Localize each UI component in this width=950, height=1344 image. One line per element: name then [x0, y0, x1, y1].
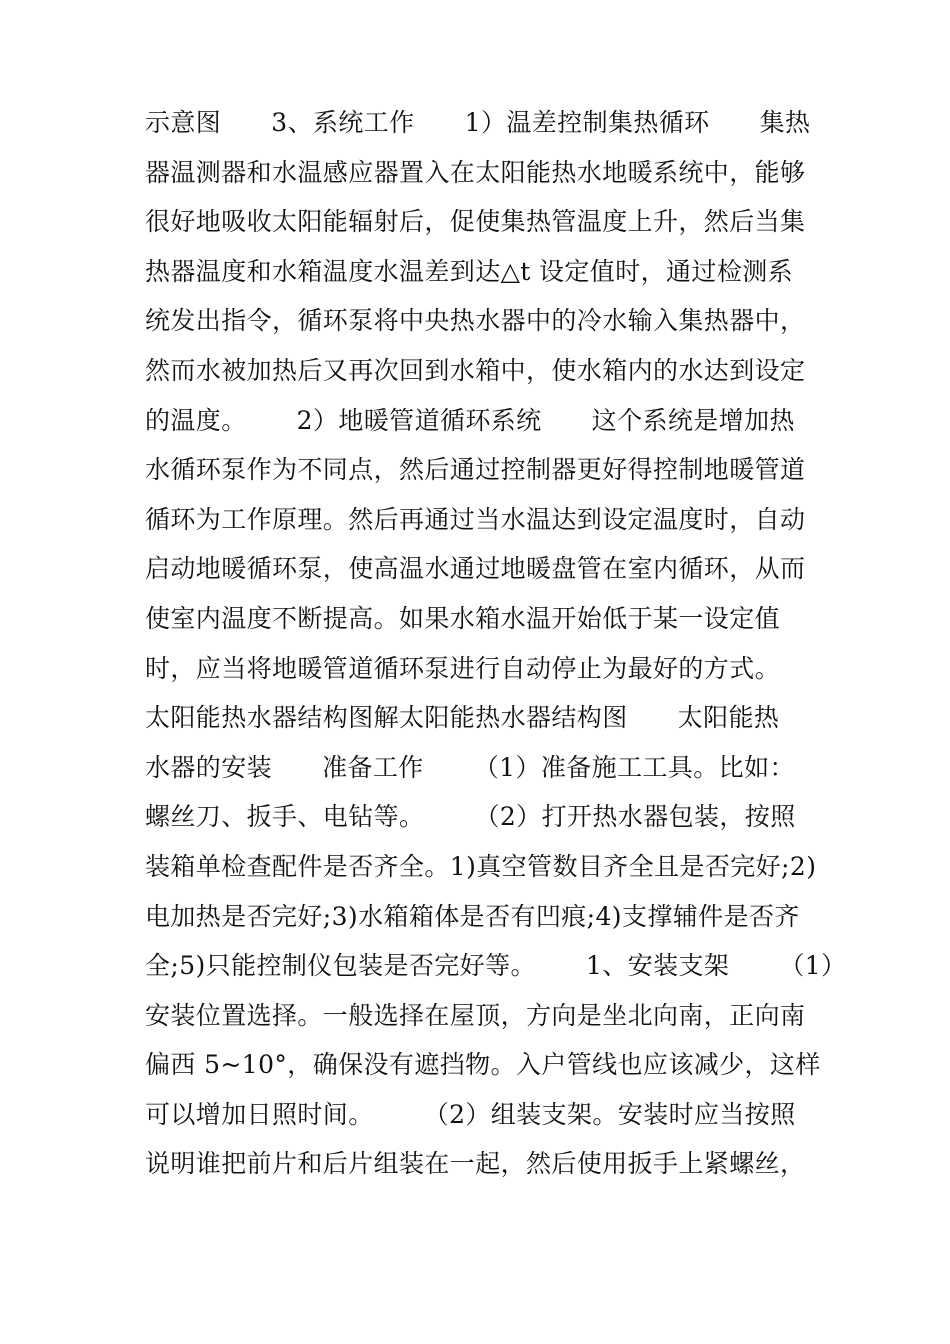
text-line: 统发出指令，循环泵将中央热水器中的冷水输入集热器中，	[145, 306, 806, 336]
text-line: 启动地暖循环泵，使高温水通过地暖盘管在室内循环，从而	[145, 554, 806, 584]
text-line: 水循环泵作为不同点，然后通过控制器更好得控制地暖管道	[145, 455, 806, 485]
text-line: 示意图 3、系统工作 1）温差控制集热循环 集热	[145, 108, 811, 137]
text-line: 电加热是否完好;3)水箱箱体是否有凹痕;4)支撑辅件是否齐	[145, 901, 800, 931]
text-line: 可以增加日照时间。 （2）组装支架。安装时应当按照	[145, 1099, 796, 1129]
text-line: 说明谁把前片和后片组装在一起，然后使用扳手上紧螺丝，	[145, 1149, 806, 1179]
text-line: 时，应当将地暖管道循环泵进行自动停止为最好的方式。	[145, 653, 781, 683]
text-line: 偏西 5~10°，确保没有遮挡物。入户管线也应该减少，这样	[145, 1050, 821, 1080]
text-line: 太阳能热水器结构图解太阳能热水器结构图 太阳能热	[145, 703, 780, 733]
text-line: 水器的安装 准备工作 （1）准备施工工具。比如：	[145, 752, 795, 782]
text-line: 安装位置选择。一般选择在屋顶，方向是坐北向南，正向南	[145, 1000, 806, 1030]
body-text	[145, 98, 847, 1189]
text-line: 螺丝刀、扳手、电钻等。 （2）打开热水器包装，按照	[145, 802, 796, 832]
text-line: 循环为工作原理。然后再通过当水温达到设定温度时，自动	[145, 504, 806, 534]
text-line: 很好地吸收太阳能辐射后，促使集热管温度上升，然后当集	[145, 207, 806, 237]
text-line: 全;5)只能控制仪包装是否完好等。 1、安装支架 （1）	[145, 951, 847, 981]
text-line: 装箱单检查配件是否齐全。1)真空管数目齐全且是否完好;2)	[145, 851, 817, 881]
text-line: 热器温度和水箱温度水温差到达△t 设定值时，通过检测系	[145, 256, 794, 286]
text-line: 器温测器和水温感应器置入在太阳能热水地暖系统中，能够	[145, 157, 806, 187]
text-line: 使室内温度不断提高。如果水箱水温开始低于某一设定值	[145, 603, 781, 633]
text-line: 的温度。 2）地暖管道循环系统 这个系统是增加热	[145, 405, 795, 435]
text-line: 然而水被加热后又再次回到水箱中，使水箱内的水达到设定	[145, 355, 806, 385]
